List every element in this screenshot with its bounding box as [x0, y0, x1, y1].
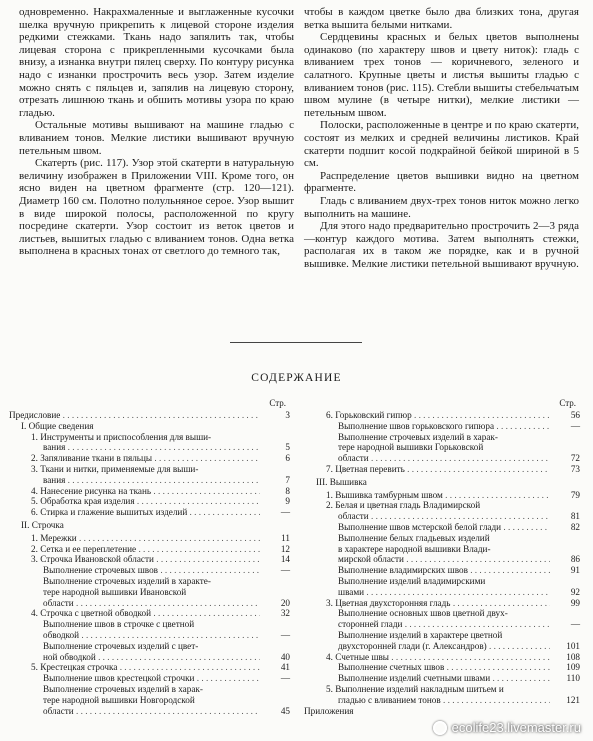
- toc-entry-page: 109: [566, 662, 580, 673]
- toc-entry-title: Выполнение строчевых изделий в харак-: [338, 431, 498, 442]
- toc-entry-page: —: [280, 507, 290, 518]
- body-paragraph: Остальные мотивы вышивают на машине гладью с вливанием тонов. Мелкие листики вышивают вручную петельным швом.: [19, 119, 294, 157]
- toc-entry: [304, 464, 580, 475]
- toc-entry-title: Выполнение строчевых изделий в характе-: [43, 575, 211, 586]
- toc-entry-page: 3: [285, 410, 290, 420]
- toc-entry-title: швами . . .: [304, 587, 550, 598]
- toc-entry: [9, 475, 290, 486]
- body-paragraph: одновременно. Накрахмаленные и выглаженные кусочки шелка вручную прикрепить к лицевой стороне изделия редкими стежками. Ткань надо запялить так, чтобы лицевая сторона с прикрепленными кусочками была внизу, а изнанка внутри пялец сверху. По контуру рисунка надо с изнанки прострочить весь узор. Затем изделие можно снять с пяльцев и, запялив на лицевую сторону, отрезать лишнюю ткань и обшить мотивы узора по краю гладью.: [19, 6, 294, 119]
- toc-entry: [304, 554, 580, 565]
- toc-entry-title: I. Общие сведения: [21, 420, 94, 431]
- toc-entry: [9, 684, 290, 695]
- toc-entry-page: 79: [570, 489, 580, 500]
- toc-entry: [9, 695, 290, 706]
- toc-entry-title: тере народной вышивки Горьковской: [338, 442, 484, 453]
- toc-entry: [304, 565, 580, 576]
- toc-entry: [9, 619, 290, 630]
- watermark: [433, 720, 581, 735]
- toc-entry-title: мирской области . . .: [304, 554, 550, 565]
- toc-entry-page: 91: [570, 565, 580, 576]
- toc-entry: [304, 511, 580, 522]
- toc-entry-title: 4. Нанесение рисунка на ткань . . .: [9, 486, 260, 497]
- toc-entry-title: Выполнение швов в строчке с цветной: [43, 619, 195, 630]
- toc-entry-page: —: [280, 673, 290, 684]
- toc-title: СОДЕРЖАНИЕ: [251, 372, 342, 384]
- toc-entry-title: 4. Счетные швы . . .: [304, 652, 550, 663]
- toc-entry-title: обводкой . . .: [9, 630, 260, 641]
- toc-entry-page: 72: [570, 453, 580, 464]
- toc-entry-page: —: [570, 420, 580, 431]
- toc-entry: [304, 684, 580, 695]
- toc-entry-title: Выполнение строчевых изделий в харак-: [43, 683, 203, 694]
- toc-entry-title: 7. Цветная перевить . . .: [304, 464, 550, 475]
- toc-entry: [9, 421, 290, 432]
- body-paragraph: Гладь с вливанием двух-трех тонов ниток можно легко выполнить на машине.: [304, 194, 579, 220]
- body-paragraph: Для этого надо предварительно прострочить 2—3 ряда—контур каждого мотива. Затем выполнять стежки, располагая их в таком же порядке, как и в ручной вышивке. Мелкие листики петельной вышивают вручную.: [304, 220, 579, 270]
- body-text-left-column: [19, 6, 294, 258]
- toc-entry-page: 32: [280, 608, 290, 619]
- toc-entry-page: 81: [570, 511, 580, 522]
- toc-entry-title: 6. Стирка и глажение вышитых изделий . . .: [9, 507, 260, 518]
- toc-entry: [304, 432, 580, 443]
- toc-entry-title: Предисловие . . .: [9, 410, 260, 421]
- toc-entry-page: 82: [570, 521, 580, 532]
- toc-entry-title: 5. Обработка края изделия . . .: [9, 496, 260, 507]
- body-paragraph: Распределение цветов вышивки видно на цветном фрагменте.: [304, 169, 579, 195]
- toc-entry: [9, 464, 290, 475]
- toc-entry-page: 5: [285, 442, 290, 453]
- toc-list: [9, 410, 290, 716]
- toc-entry-page: 7: [285, 474, 290, 485]
- toc-entry: [304, 695, 580, 706]
- toc-entry-page: 101: [566, 640, 580, 651]
- toc-entry-title: 3. Ткани и нитки, применяемые для выши-: [31, 463, 199, 474]
- section-divider: [230, 342, 362, 343]
- toc-entry-title: 2. Запяливание ткани в пяльцы . . .: [9, 453, 260, 464]
- toc-entry: [9, 432, 290, 443]
- toc-entry-page: 121: [566, 694, 580, 705]
- toc-entry: [304, 477, 580, 488]
- toc-entry-page: 108: [566, 651, 580, 662]
- toc-entry-title: Выполнение строчевых швов . . .: [9, 565, 260, 576]
- toc-entry-title: Выполнение швов горьковского гипюра . . .: [304, 421, 550, 432]
- toc-entry-title: 5. Крестецкая строчка . . .: [9, 662, 260, 673]
- toc-entry: [304, 641, 580, 652]
- toc-entry-title: 1. Мережки . . .: [9, 533, 260, 544]
- toc-entry: [9, 410, 290, 421]
- toc-entry-page: 8: [285, 485, 290, 496]
- watermark-text: ecolife23.livemaster.ru: [451, 720, 581, 735]
- toc-page-header: Стр.: [269, 398, 286, 408]
- toc-entry-title: II. Строчка: [21, 519, 64, 530]
- toc-entry-title: 5. Выполнение изделий накладным шитьем и: [326, 683, 504, 694]
- toc-entry-page: 9: [285, 496, 290, 507]
- toc-entry-title: 6. Горьковский гипюр . . .: [304, 410, 550, 421]
- toc-entry-title: 1. Инструменты и приспособления для выши-: [31, 431, 212, 442]
- toc-entry: [304, 652, 580, 663]
- toc-entry: [9, 673, 290, 684]
- toc-entry-title: Выполнение изделий владимирскими: [338, 575, 486, 586]
- toc-entry-title: Выполнение владимирских швов . . .: [304, 565, 550, 576]
- toc-entry-page: 40: [280, 651, 290, 662]
- toc-entry-title: Выполнение основных швов цветной двух-: [338, 608, 508, 619]
- toc-entry: [9, 442, 290, 453]
- body-text-right-column: [304, 6, 579, 270]
- toc-entry: [304, 630, 580, 641]
- toc-entry: [304, 421, 580, 432]
- toc-entry-title: тере народной вышивки Ивановской: [43, 586, 187, 597]
- toc-entry: [304, 598, 580, 609]
- toc-entry: [9, 576, 290, 587]
- toc-entry-title: тере народной вышивки Новгородской: [43, 694, 195, 705]
- toc-entry-page: 110: [566, 673, 580, 684]
- toc-entry-title: двухсторонней глади (г. Александров) . . .: [304, 641, 550, 652]
- toc-entry: [9, 598, 290, 609]
- toc-entry: [304, 576, 580, 587]
- toc-entry-page: —: [570, 619, 580, 630]
- toc-entry: [9, 507, 290, 518]
- toc-entry-page: 56: [570, 410, 580, 420]
- body-paragraph: Сердцевины красных и белых цветов выполнены одинаково (по характеру швов и цвету ниток): гладь с вливанием трех тонов — коричневого, зеленого и салатного. Крупные цветы и листья вышиты гладью с вливанием тонов (рис. 115). Стебли вышиты стебельчатым швом мулине (в четыре нитки), мелкие листики — петельным швом.: [304, 31, 579, 119]
- toc-entry-title: гладью с вливанием тонов . . .: [304, 695, 550, 706]
- toc-entry-title: вания . . .: [9, 475, 260, 486]
- toc-entry: [9, 706, 290, 717]
- toc-entry-page: 41: [280, 662, 290, 673]
- toc-entry-page: 20: [280, 597, 290, 608]
- toc-entry: [304, 410, 580, 421]
- toc-entry: [9, 496, 290, 507]
- toc-entry-title: ной обводкой . . .: [9, 652, 260, 663]
- livemaster-logo-icon: [433, 721, 447, 735]
- toc-entry-title: 2. Сетка и ее переплетение . . .: [9, 544, 260, 555]
- toc-entry-title: 3. Цветная двухсторонняя гладь . . .: [304, 598, 550, 609]
- toc-right-column: [304, 398, 580, 716]
- toc-list: [304, 410, 580, 716]
- toc-entry-page: 12: [280, 543, 290, 554]
- toc-entry-title: в характере народной вышивки Влади-: [338, 543, 491, 554]
- toc-entry-title: Выполнение швов мстерской белой глади . . .: [304, 522, 550, 533]
- toc-entry-title: Выполнение счетных швов . . .: [304, 662, 550, 673]
- toc-entry-title: области . . .: [304, 511, 550, 522]
- body-paragraph: Скатерть (рис. 117). Узор этой скатерти в натуральную величину изображен в Приложении VIII. Кроме того, он ясно виден на цветном фрагменте (стр. 120—121). Диаметр 160 см. Полотно полульняное серое. Узор вышит в виде широкой полосы, расположенной по кругу посредине скатерти. Узор состоит из веток цветов и листьев, вышитых гладью с вливанием тонов. Одна ветка выполнена в красных тонах от светлого до темного так,: [19, 157, 294, 258]
- toc-entry: [304, 662, 580, 673]
- toc-entry-page: 45: [280, 705, 290, 716]
- toc-entry-title: 1. Вышивка тамбурным швом . . .: [304, 490, 550, 501]
- toc-entry-title: области . . .: [304, 453, 550, 464]
- toc-entry: [304, 500, 580, 511]
- toc-entry-page: —: [280, 629, 290, 640]
- toc-entry-page: 99: [570, 597, 580, 608]
- toc-entry: [304, 587, 580, 598]
- toc-entry-page: 86: [570, 554, 580, 565]
- toc-entry: [304, 619, 580, 630]
- toc-left-column: [9, 398, 290, 716]
- toc-entry: [304, 673, 580, 684]
- toc-entry-page: 11: [281, 532, 290, 543]
- toc-entry-title: области . . .: [9, 706, 260, 717]
- toc-entry-page: 14: [280, 554, 290, 565]
- toc-entry: [9, 662, 290, 673]
- toc-entry: [9, 630, 290, 641]
- toc-entry-title: 3. Строчка Ивановской области . . .: [9, 554, 260, 565]
- toc-entry: [9, 533, 290, 544]
- toc-entry-title: Выполнение изделий счетными швами . . .: [304, 673, 550, 684]
- toc-entry-title: Выполнение строчевых изделий с цвет-: [43, 640, 199, 651]
- toc-entry-title: Приложения: [304, 705, 354, 716]
- toc-entry: [9, 544, 290, 555]
- toc-entry-page: —: [280, 565, 290, 576]
- toc-entry: [304, 608, 580, 619]
- toc-entry-title: Выполнение швов крестецкой строчки . . .: [9, 673, 260, 684]
- body-paragraph: чтобы в каждом цветке было два близких тона, другая ветка вышита белыми нитками.: [304, 6, 579, 31]
- toc-entry: [9, 652, 290, 663]
- toc-entry: [9, 587, 290, 598]
- toc-entry-title: области . . .: [9, 598, 260, 609]
- toc-entry-title: III. Вышивка: [316, 476, 367, 487]
- toc-entry: [304, 490, 580, 501]
- toc-entry-title: 4. Строчка с цветной обводкой . . .: [9, 608, 260, 619]
- toc-page-header: Стр.: [559, 398, 576, 408]
- toc-entry: [304, 522, 580, 533]
- toc-entry-title: Выполнение белых гладьевых изделий: [338, 532, 490, 543]
- toc-entry: [9, 641, 290, 652]
- toc-entry-title: Выполнение изделий в характере цветной: [338, 629, 503, 640]
- toc-entry-page: 73: [570, 463, 580, 474]
- toc-entry-title: 2. Белая и цветная гладь Владимирской: [326, 500, 481, 511]
- toc-entry: [9, 453, 290, 464]
- toc-entry: [304, 544, 580, 555]
- toc-entry: [304, 533, 580, 544]
- toc-entry-page: 92: [570, 586, 580, 597]
- toc-entry: [304, 453, 580, 464]
- toc-entry-page: 6: [285, 453, 290, 464]
- toc-entry: [9, 565, 290, 576]
- toc-entry: [9, 608, 290, 619]
- toc-entry: [9, 554, 290, 565]
- toc-entry-title: вания . . .: [9, 442, 260, 453]
- toc-entry: [304, 706, 580, 717]
- toc-entry: [9, 520, 290, 531]
- body-paragraph: Полоски, расположенные в центре и по краю скатерти, состоят из мелких и средней величины листиков. Край скатерти подшит косой подкрайной бейкой шириной в 5 см.: [304, 119, 579, 170]
- toc-entry: [9, 486, 290, 497]
- toc-entry: [304, 442, 580, 453]
- toc-entry-title: сторонней глади . . .: [304, 619, 550, 630]
